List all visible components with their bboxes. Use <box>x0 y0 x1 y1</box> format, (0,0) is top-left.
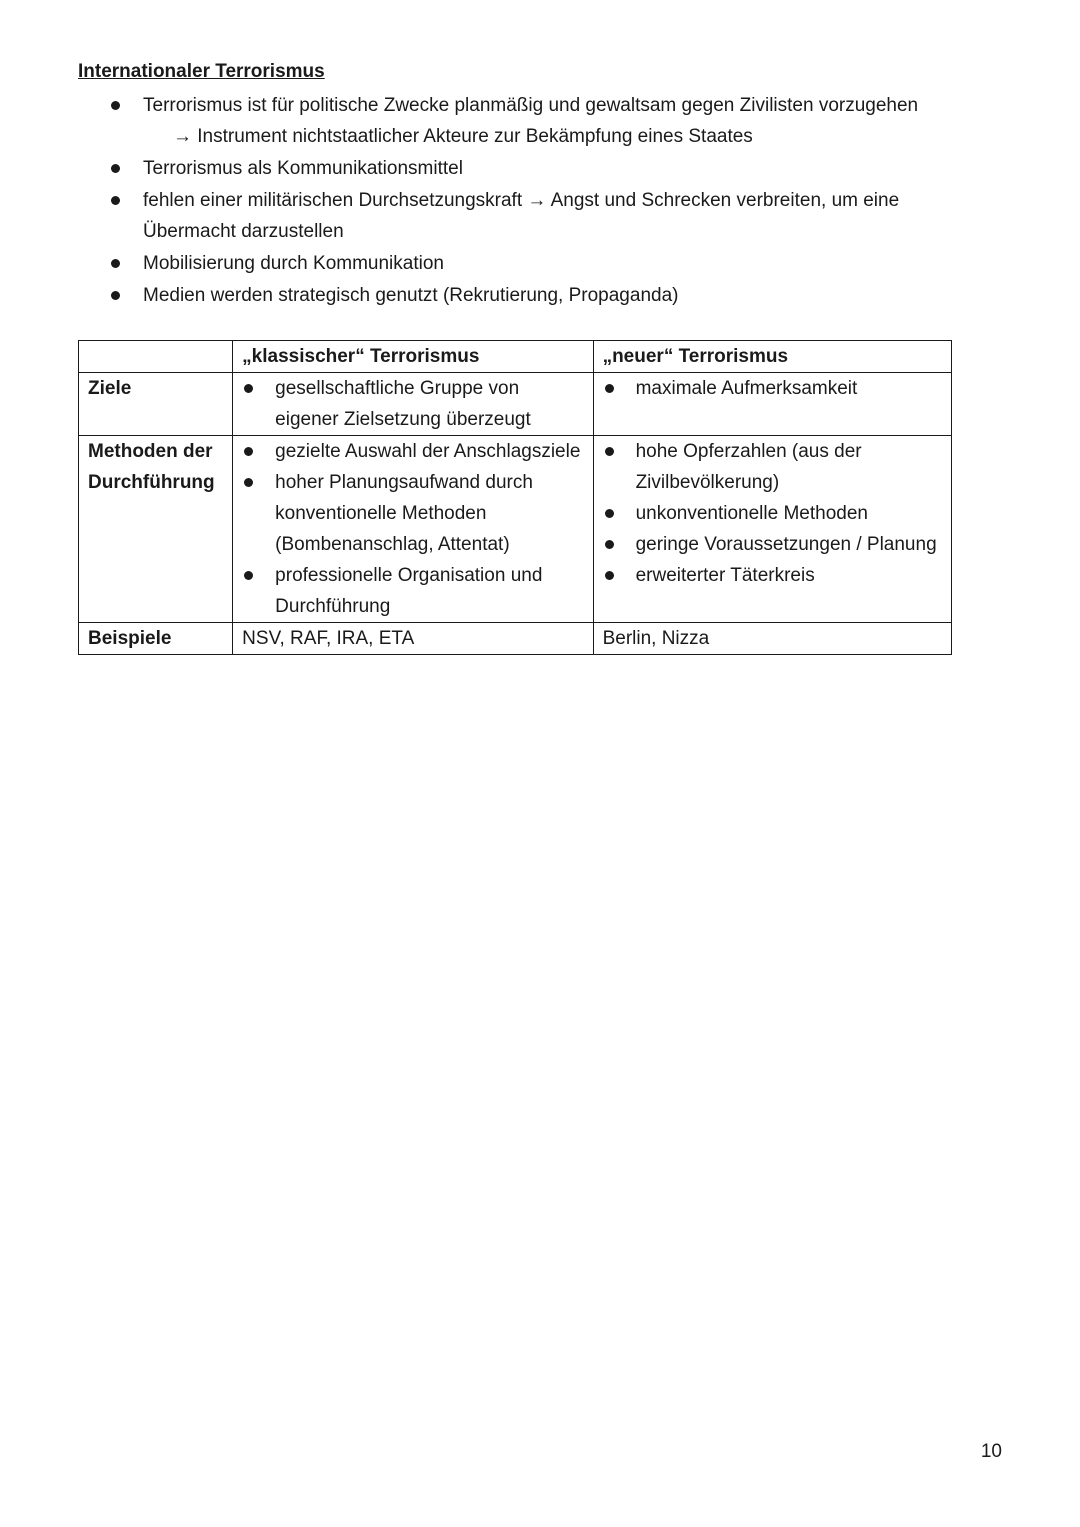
bullet-item <box>78 280 978 311</box>
bullet-text: fehlen einer militärischen Durchsetzungskraft → Angst und Schrecken verbreiten, um eine Übermacht darzustellen <box>143 190 900 242</box>
list-item <box>603 373 943 404</box>
bullet-text: Medien werden strategisch genutzt (Rekrutierung, Propaganda) <box>143 285 679 306</box>
table-row <box>79 373 952 436</box>
table-header-empty <box>79 341 233 373</box>
bullet-dot-icon <box>111 101 120 110</box>
bullet-item <box>78 153 978 184</box>
list-item <box>603 560 943 591</box>
row-label: Beispiele <box>79 623 233 655</box>
bullet-dot-icon <box>244 478 253 487</box>
bullet-subtext: → Instrument nichtstaatlicher Akteure zur Bekämpfung eines Staates <box>173 126 753 147</box>
bullet-item <box>78 185 978 247</box>
bullet-text: Terrorismus ist für politische Zwecke planmäßig und gewaltsam gegen Zivilisten vorzugehen <box>143 95 919 116</box>
comparison-table <box>78 340 952 655</box>
table-header-new: „neuer“ Terrorismus <box>593 341 951 373</box>
cell-new: Berlin, Nizza <box>593 623 951 655</box>
bullet-item <box>78 90 978 152</box>
list-item <box>242 373 584 435</box>
bullet-dot-icon <box>605 509 614 518</box>
bullet-item <box>78 248 978 279</box>
cell-new <box>593 373 951 436</box>
list-item <box>242 467 584 560</box>
bullet-dot-icon <box>244 384 253 393</box>
bullet-dot-icon <box>244 571 253 580</box>
list-item-text: hoher Planungsaufwand durch konventionelle Methoden (Bombenanschlag, Attentat) <box>275 472 533 555</box>
cell-list <box>242 436 584 622</box>
bullet-dot-icon <box>111 291 120 300</box>
bullet-list <box>78 90 978 311</box>
list-item-text: gesellschaftliche Gruppe von eigener Zielsetzung überzeugt <box>275 378 531 430</box>
bullet-dot-icon <box>111 196 120 205</box>
bullet-dot-icon <box>244 447 253 456</box>
cell-classic <box>233 436 593 623</box>
bullet-text: Terrorismus als Kommunikationsmittel <box>143 158 463 179</box>
page-number: 10 <box>980 1441 1002 1462</box>
list-item <box>603 498 943 529</box>
cell-classic <box>233 373 593 436</box>
bullet-dot-icon <box>111 259 120 268</box>
list-item-text: gezielte Auswahl der Anschlagsziele <box>275 441 581 462</box>
list-item-text: erweiterter Täterkreis <box>635 565 815 586</box>
cell-list <box>242 373 584 435</box>
list-item-text: professionelle Organisation und Durchführung <box>275 565 543 617</box>
row-label: Methoden der Durchführung <box>79 436 233 623</box>
table-row <box>79 436 952 623</box>
bullet-dot-icon <box>605 447 614 456</box>
cell-new <box>593 436 951 623</box>
list-item-text: geringe Voraussetzungen / Planung <box>635 534 937 555</box>
row-label: Ziele <box>79 373 233 436</box>
list-item <box>603 529 943 560</box>
bullet-dot-icon <box>111 164 120 173</box>
table-header-classic: „klassischer“ Terrorismus <box>233 341 593 373</box>
cell-classic: NSV, RAF, IRA, ETA <box>233 623 593 655</box>
list-item-text: maximale Aufmerksamkeit <box>635 378 858 399</box>
section-heading: Internationaler Terrorismus <box>78 61 325 82</box>
bullet-dot-icon <box>605 384 614 393</box>
bullet-dot-icon <box>605 571 614 580</box>
list-item-text: unkonventionelle Methoden <box>635 503 868 524</box>
list-item-text: hohe Opferzahlen (aus der Zivilbevölkerung) <box>635 441 862 493</box>
table-header-row <box>79 341 952 373</box>
bullet-text: Mobilisierung durch Kommunikation <box>143 253 444 274</box>
bullet-dot-icon <box>605 540 614 549</box>
cell-list <box>603 436 943 591</box>
list-item <box>242 436 584 467</box>
cell-list <box>603 373 943 404</box>
list-item <box>603 436 943 498</box>
list-item <box>242 560 584 622</box>
table-row <box>79 623 952 655</box>
